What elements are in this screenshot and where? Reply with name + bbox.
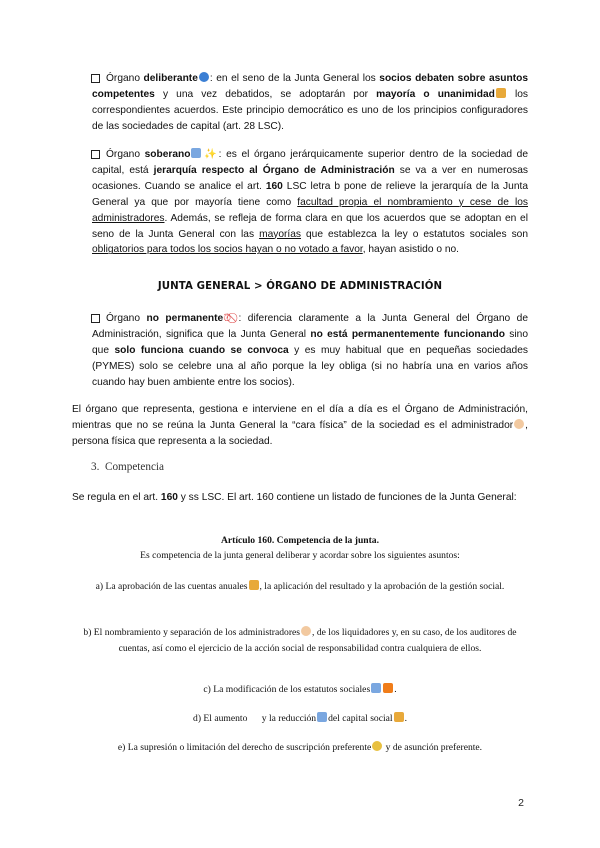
section-competencia [91,461,164,473]
bullet-bold: 160 [265,180,283,192]
section-number: 3. [91,461,100,473]
checkbox-icon [91,150,100,159]
article-item-e [72,740,528,756]
checkbox-icon [91,314,100,323]
article-text: b) El nombramiento y separación de los administradores [83,627,301,638]
bullet-text: , hayan asistido o no. [362,244,459,256]
article-item-c [72,682,528,698]
alarm-clock-icon: ⏰ [223,313,239,324]
article-intro: Es competencia de la junta general deliberar y acordar sobre los siguientes asuntos: [140,550,460,561]
bullet-keyword: soberano [144,149,191,160]
money-bag-icon [394,712,404,722]
article-text: y de asunción preferente. [385,742,483,753]
paragraph-text: y ss LSC. El art. 160 contiene un listado de funciones de la Junta General: [177,492,517,503]
smiling-face-icon [372,741,382,751]
paragraph-organo [72,402,528,450]
down-arrow-icon [317,712,327,722]
bullet-bold: mayoría o unanimidad [376,88,495,100]
article-text: a) La aprobación de las cuentas anuales [95,581,248,592]
article-text: del capital social [328,713,393,724]
article-text: c) La modificación de los estatutos sociales [203,684,371,695]
section-heading: JUNTA GENERAL > ÓRGANO DE ADMINISTRACIÓN [157,281,443,292]
article-text: . [394,684,397,695]
article-item-b [76,625,524,656]
paragraph-regulacion [72,490,528,506]
bullet-bold: no está permanentemente funcionando [310,328,505,340]
checkbox-icon [91,74,100,83]
bullet-text: Órgano [106,149,145,160]
paragraph-text: Se regula en el art. [72,492,161,503]
article-text: e) La supresión o limitación del derecho de suscripción preferente [117,742,372,753]
speech-bubble-icon [199,72,209,82]
article-text: , la aplicación del resultado y la aprobación de la gestión social. [259,581,505,592]
bullet-deliberante [92,71,528,135]
article-item-d [72,711,528,727]
bullet-text: se va a ver en numerosas ocasiones. Cuando se analice el art. [92,164,528,192]
article-text: y la reducción [261,713,317,724]
bullet-text: y es muy habitual que en pequeñas sociedades (PYMES) solo se celebre una al año porque la ley obliga (si no habría una en varios años cuando hay buen ambiente entre los socios). [92,344,528,388]
bullet-text: : en el seno de la Junta General los [209,73,380,84]
article-text: . [404,713,407,724]
article-text: d) El aumento [193,713,248,724]
bullet-text: LSC letra b pone de relieve la jerarquía de la Junta General ya que por mayoría tiene como [92,180,528,208]
bullet-underline: mayorías [259,228,301,240]
bullet-text: Órgano [106,73,144,84]
section-title: Competencia [104,461,165,473]
bullet-bold: socios debaten sobre asuntos competentes [92,73,529,100]
bullet-text: : es el órgano jerárquicamente superior dentro de la sociedad de capital, está [92,149,528,176]
bullet-text: los correspondientes acuerdos. Este principio democrático es uno de los principios configuradores de las sociedades de capital (art. 28 LSC). [92,88,529,132]
bullet-underline: obligatorios para todos los socios hayan o no votado a favor [92,244,363,256]
bullet-soberano [92,147,528,258]
handshake-icon [496,88,506,98]
book-icon [383,683,393,693]
bullet-keyword: deliberante [143,73,198,84]
paragraph-text: , persona física que representa a la sociedad. [72,419,528,447]
bullet-text: que establezca la ley o estatutos sociales son [300,228,528,240]
bullet-bold: jerarquía respecto al Órgano de Administración [153,164,395,176]
bullet-text: sino que [92,328,528,356]
paragraph-bold: 160 [160,492,178,503]
bullet-text: Órgano [106,313,147,324]
bullet-text: . Además, se refleja de forma clara en que los acuerdos que se adoptan en el seno de la Junta General con las [92,212,528,240]
up-arrow-icon [191,148,201,158]
bullet-no-permanente [92,311,528,391]
article-text: , de los liquidadores y, en su caso, de los auditores de cuentas, así como el ejercicio de la acción social de responsabilidad contra cualquiera de ellos. [118,627,517,654]
refresh-icon [371,683,381,693]
bullet-bold: solo funciona cuando se convoca [114,344,289,356]
money-bag-icon [249,580,259,590]
article-title: Artículo 160. Competencia de la junta. [220,535,380,546]
sparkles-icon: ✨ [202,149,219,160]
bullet-keyword: no permanente [146,313,224,324]
page-number: 2 [518,797,524,809]
bullet-text: : diferencia claramente a la Junta General del Órgano de Administración, significa que la Junta General [92,313,528,340]
bullet-text: y una vez debatidos, se adoptarán por [154,88,377,100]
article-item-a [78,579,522,595]
bullet-underline: facultad propia el nombramiento y cese de los administradores [92,196,528,224]
person-icon [514,419,524,429]
person-icon [301,626,311,636]
paragraph-text: El órgano que representa, gestiona e interviene en el día a día es el Órgano de Administración, mientras que no se reúna la Junta General la “cara física” de la sociedad es el administrador [72,404,528,431]
